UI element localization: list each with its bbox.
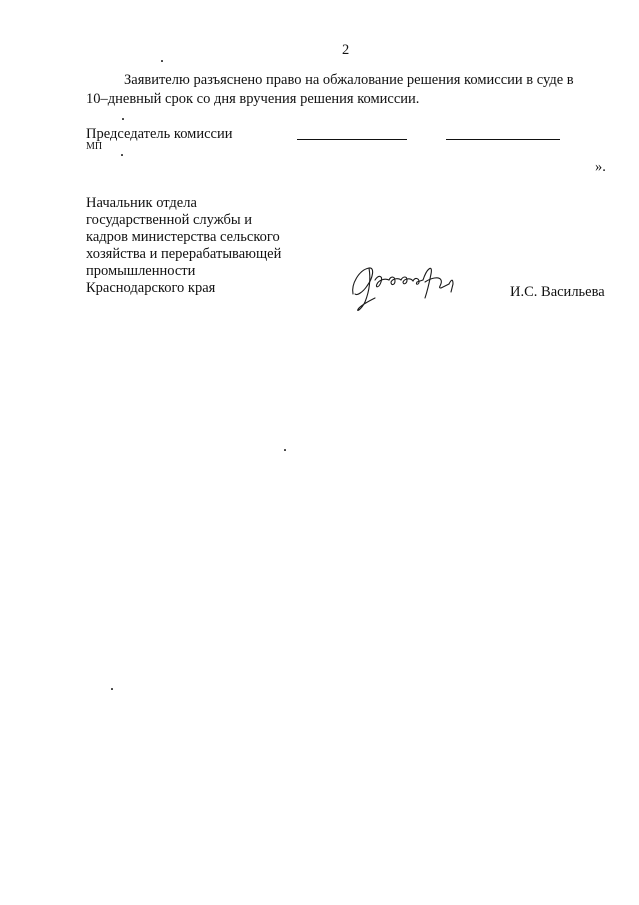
official-title-line: хозяйства и перерабатывающей [86, 246, 282, 262]
official-title-line: кадров министерства сельского [86, 229, 280, 245]
official-title-line: Краснодарского края [86, 280, 216, 296]
official-title-line: государственной службы и [86, 212, 253, 228]
stray-mark [122, 118, 124, 120]
handwritten-signature [345, 258, 460, 318]
stray-dot [284, 449, 286, 451]
stray-dot [111, 688, 113, 690]
closing-quote: ». [595, 159, 606, 175]
signature-line [297, 139, 407, 140]
official-title [86, 195, 281, 297]
stray-dot [121, 154, 123, 156]
official-name: И.С. Васильева [510, 284, 605, 300]
official-title-line: Начальник отдела [86, 195, 197, 211]
appeal-notice-line-1: Заявителю разъяснено право на обжалование решения комиссии в суде в [124, 72, 574, 88]
name-line [446, 139, 560, 140]
stray-dot [161, 60, 163, 62]
appeal-notice-line-2: 10–дневный срок со дня вручения решения комиссии. [86, 91, 420, 107]
stamp-label: МП [86, 141, 103, 152]
page-number: 2 [342, 42, 350, 58]
official-title-line: промышленности [86, 263, 196, 279]
chairman-label: Председатель комиссии [86, 126, 233, 142]
